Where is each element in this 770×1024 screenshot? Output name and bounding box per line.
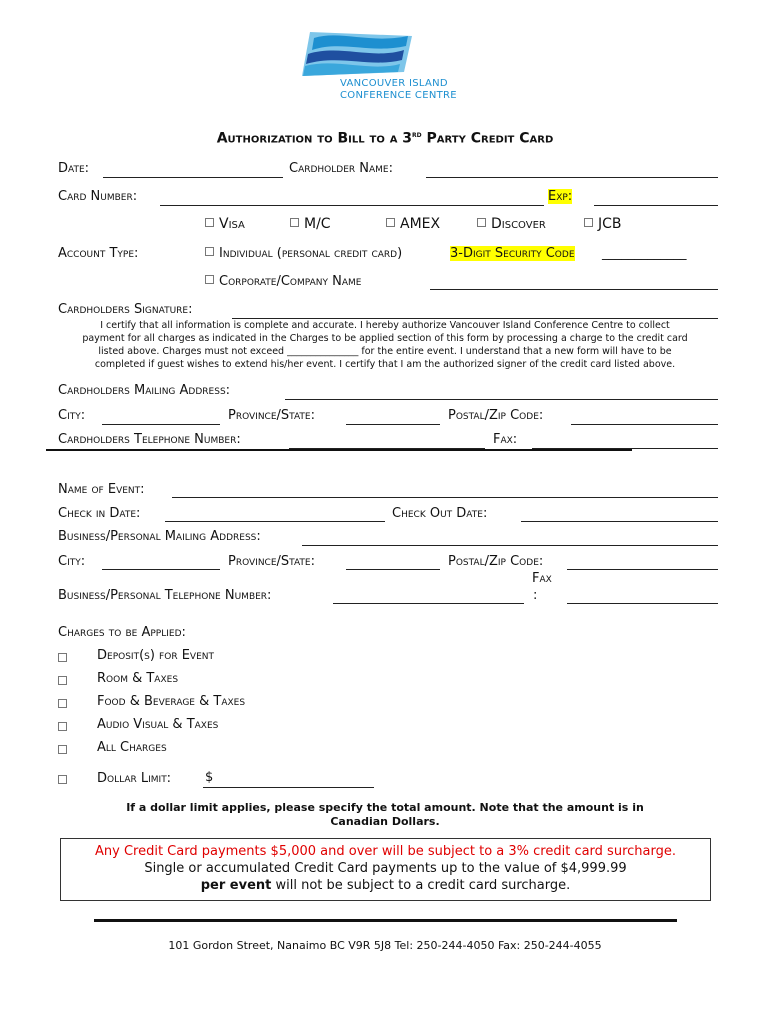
corporate-label: Corporate/Company Name [219, 274, 362, 289]
amex-label: AMEX [400, 216, 441, 232]
cardholder-province-label: Province/State: [228, 408, 315, 423]
dollar-sign: $ [205, 770, 214, 785]
jcb-checkbox[interactable] [584, 218, 593, 227]
cardholder-postal-field[interactable] [571, 424, 718, 425]
check-out-field[interactable] [521, 521, 718, 522]
section-divider [46, 449, 632, 451]
cardholder-mailing-label: Cardholders Mailing Address: [58, 383, 231, 398]
visa-label: Visa [219, 216, 245, 232]
individual-label: Individual (personal credit card) [219, 246, 403, 261]
card-number-field[interactable] [160, 205, 544, 206]
av-checkbox[interactable] [58, 722, 67, 731]
business-fax-label: Fax [532, 571, 552, 586]
signature-label: Cardholders Signature: [58, 302, 193, 317]
certify-line-2: payment for all charges as indicated in the Charges to be applied section of this form by processing a charge to the credit card [82, 333, 688, 344]
room-checkbox[interactable] [58, 676, 67, 685]
title-sup: rd [412, 130, 422, 139]
av-label: Audio Visual & Taxes [97, 717, 219, 732]
note-line-1: If a dollar limit applies, please specify the total amount. Note that the amount is in [126, 801, 644, 814]
date-field[interactable] [103, 177, 283, 178]
certification-text [40, 319, 730, 371]
account-type-label: Account Type: [58, 246, 139, 261]
surcharge-line-2: Single or accumulated Credit Card payments up to the value of $4,999.99 [144, 861, 627, 876]
dollar-limit-note [0, 801, 770, 829]
individual-checkbox[interactable] [205, 247, 214, 256]
all-charges-label: All Charges [97, 740, 167, 755]
logo-wave-graphic [300, 32, 412, 78]
business-province-label: Province/State: [228, 554, 315, 569]
event-name-field[interactable] [172, 497, 718, 498]
discover-label: Discover [491, 216, 546, 232]
footer-contact: 101 Gordon Street, Nanaimo BC V9R 5J8 Tel: 250-244-4050 Fax: 250-244-4055 [168, 939, 602, 952]
certify-line-4: completed if guest wishes to extend his/her event. I certify that I am the authorized signer of the credit card listed above. [94, 359, 676, 370]
cardholder-mailing-field[interactable] [285, 399, 718, 400]
title-pre: Authorization to Bill to a 3 [216, 130, 413, 147]
page-title [0, 130, 770, 147]
room-label: Room & Taxes [97, 671, 179, 686]
business-city-field[interactable] [102, 569, 220, 570]
business-telephone-label: Business/Personal Telephone Number: [58, 588, 272, 603]
surcharge-warning: Any Credit Card payments $5,000 and over will be subject to a 3% credit card surcharge. [95, 844, 676, 859]
cardholder-postal-label: Postal/Zip Code: [448, 408, 544, 423]
certify-line-1: I certify that all information is complete and accurate. I hereby authorize Vancouver Island Conference Centre to collect [100, 320, 670, 331]
check-in-field[interactable] [165, 521, 385, 522]
business-postal-label: Postal/Zip Code: [448, 554, 544, 569]
cardholder-telephone-label: Cardholders Telephone Number: [58, 432, 241, 447]
deposit-label: Deposit(s) for Event [97, 648, 214, 663]
logo [298, 32, 478, 104]
visa-checkbox[interactable] [205, 218, 214, 227]
surcharge-box [60, 838, 711, 901]
cardholder-name-field[interactable] [426, 177, 718, 178]
exp-field[interactable] [594, 205, 718, 206]
exp-label: Exp: [548, 189, 573, 204]
footer-divider [94, 919, 677, 922]
date-label: Date: [58, 161, 90, 176]
business-fax-field[interactable] [567, 603, 718, 604]
check-in-label: Check in Date: [58, 506, 141, 521]
logo-line-1: VANCOUVER ISLAND [340, 78, 448, 89]
company-name-field[interactable] [430, 289, 718, 290]
business-telephone-field[interactable] [333, 603, 524, 604]
jcb-label: JCB [598, 216, 622, 232]
charges-heading: Charges to be Applied: [58, 625, 186, 640]
business-mailing-label: Business/Personal Mailing Address: [58, 529, 261, 544]
security-code-field[interactable]: _____________ [602, 246, 687, 261]
dollar-limit-checkbox[interactable] [58, 775, 67, 784]
dollar-limit-field[interactable] [203, 787, 374, 788]
amex-checkbox[interactable] [386, 218, 395, 227]
event-name-label: Name of Event: [58, 482, 145, 497]
cardholder-name-label: Cardholder Name: [289, 161, 393, 176]
certify-line-3: listed above. Charges must not exceed _______________ for the entire event. I understand that a new form will have to be [98, 346, 672, 357]
cardholder-city-label: City: [58, 408, 86, 423]
business-province-field[interactable] [346, 569, 440, 570]
deposit-checkbox[interactable] [58, 653, 67, 662]
security-code-label: 3-Digit Security Code [450, 246, 575, 261]
mc-checkbox[interactable] [290, 218, 299, 227]
surcharge-per-event: per event [200, 878, 272, 893]
cardholder-city-field[interactable] [102, 424, 220, 425]
food-label: Food & Beverage & Taxes [97, 694, 246, 709]
surcharge-line-3-rest: will not be subject to a credit card surcharge. [271, 878, 571, 893]
business-postal-field[interactable] [567, 569, 718, 570]
title-post: Party Credit Card [421, 130, 554, 147]
cardholder-province-field[interactable] [346, 424, 440, 425]
all-charges-checkbox[interactable] [58, 745, 67, 754]
food-checkbox[interactable] [58, 699, 67, 708]
corporate-checkbox[interactable] [205, 275, 214, 284]
surcharge-line-3 [61, 877, 710, 894]
business-mailing-field[interactable] [302, 545, 718, 546]
note-line-2: Canadian Dollars. [330, 815, 440, 828]
mc-label: M/C [304, 216, 331, 232]
business-fax-colon: : [533, 588, 538, 603]
dollar-limit-label: Dollar Limit: [97, 771, 172, 786]
card-number-label: Card Number: [58, 189, 138, 204]
logo-line-2: CONFERENCE CENTRE [340, 90, 457, 101]
business-city-label: City: [58, 554, 86, 569]
cardholder-fax-label: Fax: [493, 432, 518, 447]
discover-checkbox[interactable] [477, 218, 486, 227]
check-out-label: Check Out Date: [392, 506, 488, 521]
